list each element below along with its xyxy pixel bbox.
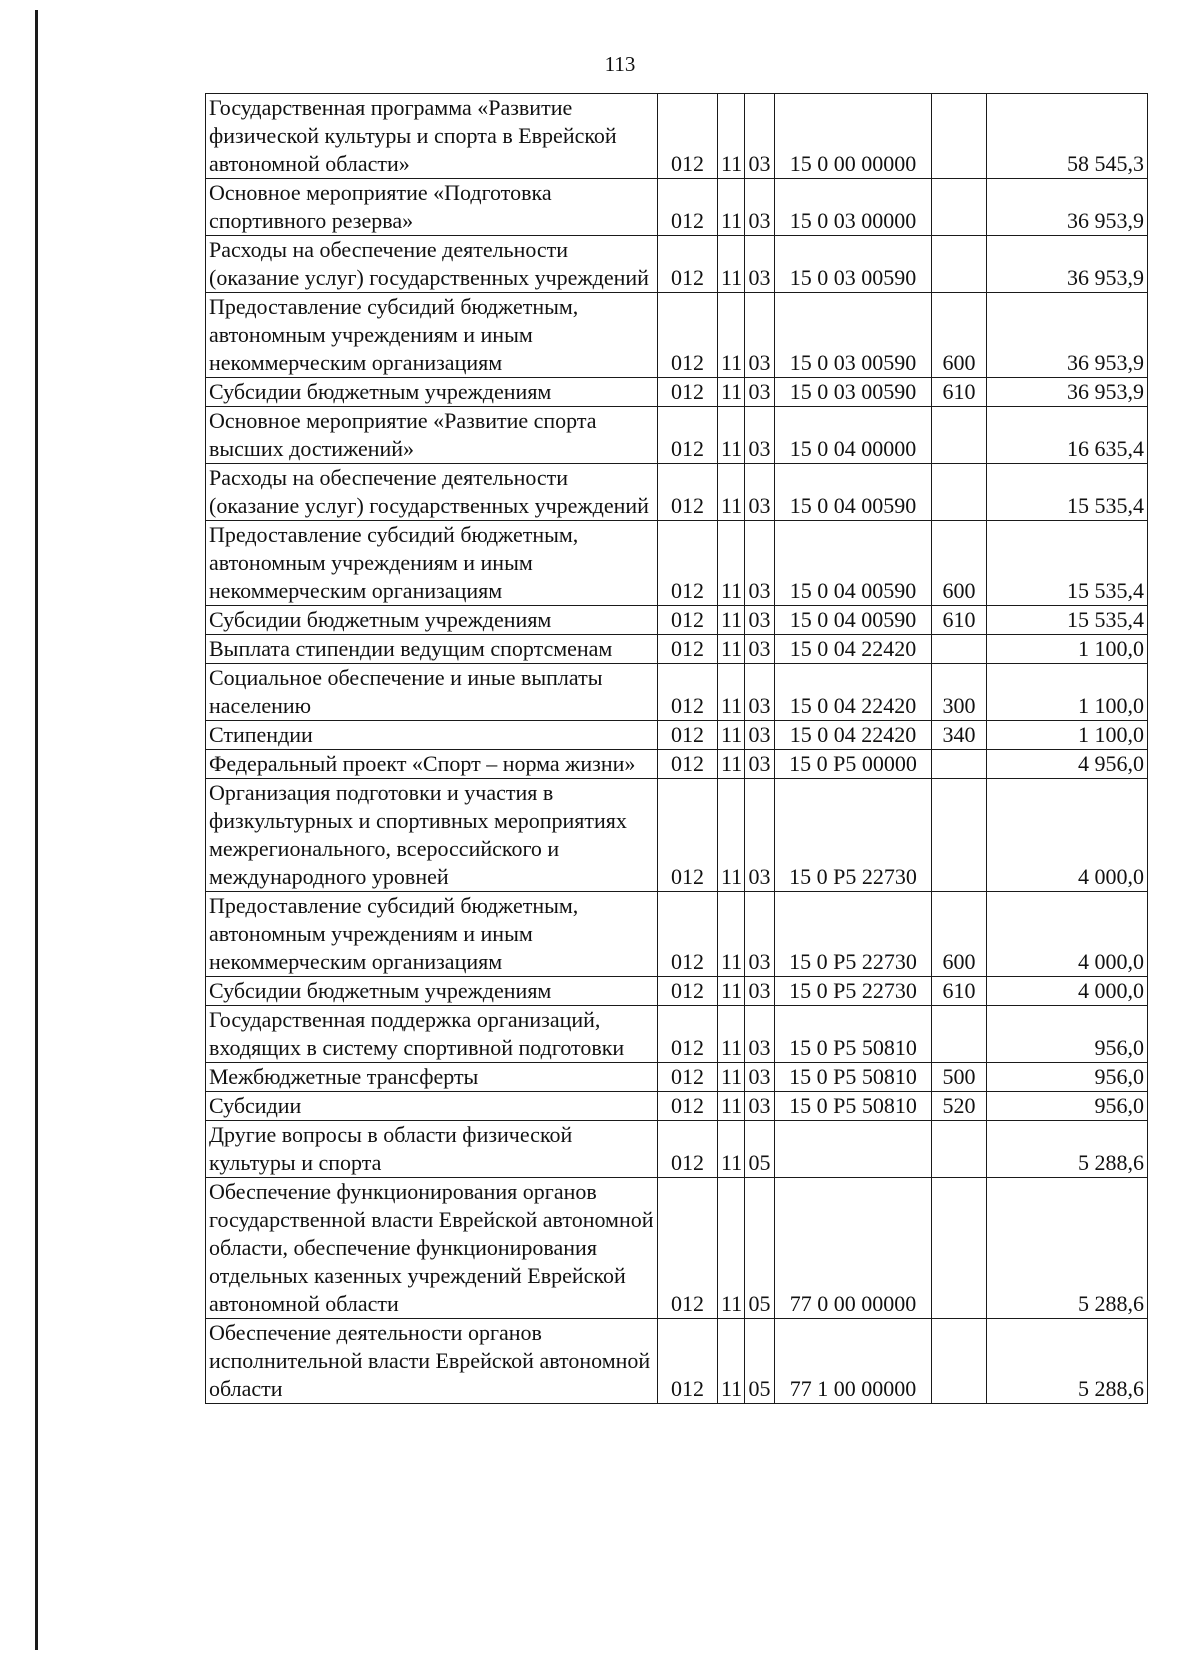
subsection-code-cell: 03 [745,750,775,779]
expense-type-code-cell [932,779,987,892]
row-name-cell: Обеспечение функционирования органов государственной власти Еврейской автономной области, обеспечение функционирования отдельных казенных учреждений Еврейской автономной области [206,1178,658,1319]
ministry-code-cell: 012 [658,606,718,635]
section-code-cell: 11 [718,521,745,606]
target-item-code-cell: 15 0 P5 50810 [775,1063,932,1092]
subsection-code-cell: 03 [745,635,775,664]
expense-type-code-cell: 610 [932,606,987,635]
row-name-cell: Основное мероприятие «Подготовка спортивного резерва» [206,179,658,236]
ministry-code-cell: 012 [658,892,718,977]
table-row [206,977,1148,1006]
expense-type-code-cell: 600 [932,293,987,378]
ministry-code-cell: 012 [658,1121,718,1178]
target-item-code-cell: 15 0 04 22420 [775,635,932,664]
target-item-code-cell [775,1121,932,1178]
subsection-code-cell: 05 [745,1319,775,1404]
subsection-code-cell: 03 [745,1092,775,1121]
table-row [206,94,1148,179]
target-item-code-cell: 15 0 04 00590 [775,464,932,521]
expense-type-code-cell [932,236,987,293]
row-name-cell: Государственная программа «Развитие физической культуры и спорта в Еврейской автономной области» [206,94,658,179]
row-name-cell: Расходы на обеспечение деятельности (оказание услуг) государственных учреждений [206,236,658,293]
expense-type-code-cell: 600 [932,521,987,606]
subsection-code-cell: 03 [745,1063,775,1092]
expense-type-code-cell [932,1006,987,1063]
subsection-code-cell: 03 [745,179,775,236]
row-name-cell: Субсидии бюджетным учреждениям [206,606,658,635]
target-item-code-cell: 15 0 P5 22730 [775,977,932,1006]
expense-type-code-cell: 600 [932,892,987,977]
expense-type-code-cell [932,750,987,779]
row-name-cell: Организация подготовки и участия в физкультурных и спортивных мероприятиях межрегионального, всероссийского и международного уровней [206,779,658,892]
row-name-cell: Выплата стипендии ведущим спортсменам [206,635,658,664]
section-code-cell: 11 [718,1319,745,1404]
amount-cell: 15 535,4 [987,521,1148,606]
subsection-code-cell: 03 [745,1006,775,1063]
table-row [206,521,1148,606]
table-row [206,606,1148,635]
section-code-cell: 11 [718,892,745,977]
ministry-code-cell: 012 [658,750,718,779]
amount-cell: 36 953,9 [987,378,1148,407]
table-row [206,407,1148,464]
page-number: 113 [604,52,636,76]
section-code-cell: 11 [718,293,745,378]
table-row [206,236,1148,293]
target-item-code-cell: 15 0 P5 22730 [775,892,932,977]
ministry-code-cell: 012 [658,293,718,378]
section-code-cell: 11 [718,1178,745,1319]
ministry-code-cell: 012 [658,1178,718,1319]
section-code-cell: 11 [718,779,745,892]
expense-type-code-cell: 610 [932,977,987,1006]
table-row [206,892,1148,977]
subsection-code-cell: 05 [745,1178,775,1319]
expense-type-code-cell: 340 [932,721,987,750]
target-item-code-cell: 15 0 03 00590 [775,293,932,378]
row-name-cell: Расходы на обеспечение деятельности (оказание услуг) государственных учреждений [206,464,658,521]
expense-type-code-cell [932,464,987,521]
row-name-cell: Субсидии бюджетным учреждениям [206,977,658,1006]
expense-type-code-cell: 610 [932,378,987,407]
row-name-cell: Предоставление субсидий бюджетным, автономным учреждениям и иным некоммерческим организациям [206,293,658,378]
table-row [206,750,1148,779]
target-item-code-cell: 15 0 04 22420 [775,721,932,750]
subsection-code-cell: 03 [745,293,775,378]
section-code-cell: 11 [718,1092,745,1121]
amount-cell: 956,0 [987,1063,1148,1092]
table-row [206,293,1148,378]
ministry-code-cell: 012 [658,635,718,664]
amount-cell: 956,0 [987,1092,1148,1121]
expense-type-code-cell: 500 [932,1063,987,1092]
table-row [206,1121,1148,1178]
subsection-code-cell: 03 [745,977,775,1006]
amount-cell: 1 100,0 [987,664,1148,721]
expense-type-code-cell: 300 [932,664,987,721]
table-row [206,1063,1148,1092]
row-name-cell: Другие вопросы в области физической культуры и спорта [206,1121,658,1178]
expense-type-code-cell [932,1319,987,1404]
section-code-cell: 11 [718,1063,745,1092]
expense-type-code-cell [932,179,987,236]
section-code-cell: 11 [718,606,745,635]
section-code-cell: 11 [718,236,745,293]
table-row [206,1319,1148,1404]
expense-type-code-cell [932,635,987,664]
budget-table-body [206,94,1148,1404]
ministry-code-cell: 012 [658,1063,718,1092]
target-item-code-cell: 15 0 00 00000 [775,94,932,179]
amount-cell: 58 545,3 [987,94,1148,179]
row-name-cell: Предоставление субсидий бюджетным, автономным учреждениям и иным некоммерческим организациям [206,521,658,606]
subsection-code-cell: 03 [745,779,775,892]
amount-cell: 15 535,4 [987,464,1148,521]
section-code-cell: 11 [718,721,745,750]
budget-table [205,93,1148,1404]
ministry-code-cell: 012 [658,664,718,721]
target-item-code-cell: 77 0 00 00000 [775,1178,932,1319]
amount-cell: 4 000,0 [987,779,1148,892]
subsection-code-cell: 03 [745,664,775,721]
section-code-cell: 11 [718,664,745,721]
table-row [206,721,1148,750]
target-item-code-cell: 15 0 P5 00000 [775,750,932,779]
ministry-code-cell: 012 [658,236,718,293]
target-item-code-cell: 15 0 04 00590 [775,606,932,635]
row-name-cell: Основное мероприятие «Развитие спорта высших достижений» [206,407,658,464]
table-row [206,779,1148,892]
amount-cell: 15 535,4 [987,606,1148,635]
target-item-code-cell: 15 0 P5 22730 [775,779,932,892]
target-item-code-cell: 15 0 03 00590 [775,378,932,407]
table-row [206,635,1148,664]
amount-cell: 5 288,6 [987,1178,1148,1319]
row-name-cell: Межбюджетные трансферты [206,1063,658,1092]
table-row [206,664,1148,721]
subsection-code-cell: 03 [745,521,775,606]
amount-cell: 36 953,9 [987,179,1148,236]
binding-edge-line [35,10,38,1650]
target-item-code-cell: 15 0 P5 50810 [775,1006,932,1063]
subsection-code-cell: 03 [745,407,775,464]
section-code-cell: 11 [718,94,745,179]
expense-type-code-cell [932,1121,987,1178]
ministry-code-cell: 012 [658,721,718,750]
subsection-code-cell: 03 [745,721,775,750]
ministry-code-cell: 012 [658,1092,718,1121]
table-row [206,464,1148,521]
row-name-cell: Федеральный проект «Спорт – норма жизни» [206,750,658,779]
target-item-code-cell: 77 1 00 00000 [775,1319,932,1404]
row-name-cell: Обеспечение деятельности органов исполнительной власти Еврейской автономной области [206,1319,658,1404]
target-item-code-cell: 15 0 P5 50810 [775,1092,932,1121]
ministry-code-cell: 012 [658,977,718,1006]
expense-type-code-cell [932,1178,987,1319]
ministry-code-cell: 012 [658,521,718,606]
section-code-cell: 11 [718,1121,745,1178]
amount-cell: 16 635,4 [987,407,1148,464]
subsection-code-cell: 03 [745,606,775,635]
ministry-code-cell: 012 [658,1319,718,1404]
section-code-cell: 11 [718,977,745,1006]
expense-type-code-cell [932,407,987,464]
section-code-cell: 11 [718,464,745,521]
amount-cell: 36 953,9 [987,236,1148,293]
ministry-code-cell: 012 [658,407,718,464]
amount-cell: 1 100,0 [987,721,1148,750]
row-name-cell: Стипендии [206,721,658,750]
target-item-code-cell: 15 0 03 00000 [775,179,932,236]
target-item-code-cell: 15 0 03 00590 [775,236,932,293]
amount-cell: 4 000,0 [987,977,1148,1006]
ministry-code-cell: 012 [658,179,718,236]
row-name-cell: Субсидии [206,1092,658,1121]
target-item-code-cell: 15 0 04 00000 [775,407,932,464]
ministry-code-cell: 012 [658,378,718,407]
amount-cell: 4 000,0 [987,892,1148,977]
table-row [206,1178,1148,1319]
target-item-code-cell: 15 0 04 00590 [775,521,932,606]
subsection-code-cell: 03 [745,464,775,521]
subsection-code-cell: 05 [745,1121,775,1178]
subsection-code-cell: 03 [745,892,775,977]
amount-cell: 36 953,9 [987,293,1148,378]
expense-type-code-cell [932,94,987,179]
table-row [206,1092,1148,1121]
section-code-cell: 11 [718,635,745,664]
table-row [206,179,1148,236]
ministry-code-cell: 012 [658,94,718,179]
section-code-cell: 11 [718,378,745,407]
amount-cell: 5 288,6 [987,1319,1148,1404]
row-name-cell: Социальное обеспечение и иные выплаты населению [206,664,658,721]
amount-cell: 1 100,0 [987,635,1148,664]
subsection-code-cell: 03 [745,236,775,293]
section-code-cell: 11 [718,407,745,464]
table-row [206,1006,1148,1063]
ministry-code-cell: 012 [658,1006,718,1063]
section-code-cell: 11 [718,179,745,236]
ministry-code-cell: 012 [658,779,718,892]
row-name-cell: Государственная поддержка организаций, входящих в систему спортивной подготовки [206,1006,658,1063]
row-name-cell: Предоставление субсидий бюджетным, автономным учреждениям и иным некоммерческим организациям [206,892,658,977]
amount-cell: 5 288,6 [987,1121,1148,1178]
section-code-cell: 11 [718,750,745,779]
section-code-cell: 11 [718,1006,745,1063]
amount-cell: 956,0 [987,1006,1148,1063]
row-name-cell: Субсидии бюджетным учреждениям [206,378,658,407]
subsection-code-cell: 03 [745,378,775,407]
amount-cell: 4 956,0 [987,750,1148,779]
expense-type-code-cell: 520 [932,1092,987,1121]
table-row [206,378,1148,407]
subsection-code-cell: 03 [745,94,775,179]
target-item-code-cell: 15 0 04 22420 [775,664,932,721]
ministry-code-cell: 012 [658,464,718,521]
